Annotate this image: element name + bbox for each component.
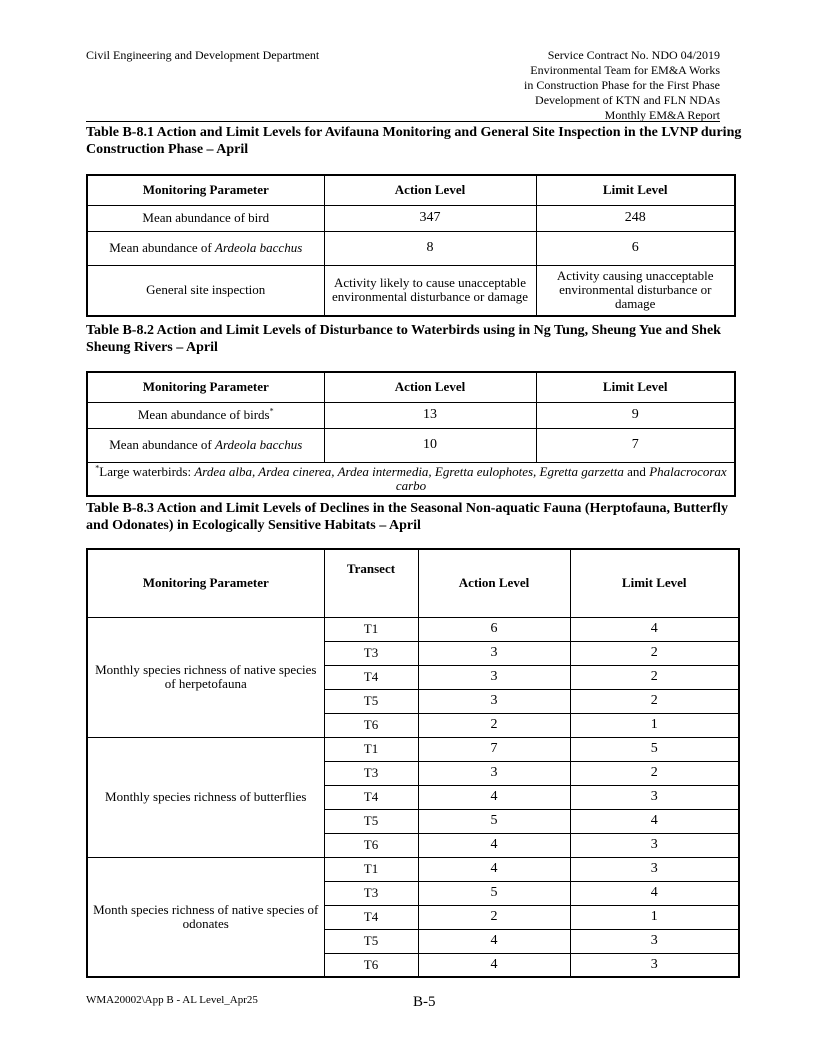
header-line: in Construction Phase for the First Phase	[524, 78, 720, 92]
limit-level-cell: 9	[536, 402, 735, 428]
footnote-marker: *	[95, 463, 100, 473]
parameter-cell: Monthly species richness of butterflies	[87, 737, 324, 857]
parameter-text: Mean abundance of birds	[137, 407, 270, 422]
parameter-cell	[87, 402, 324, 428]
transect-cell: T4	[324, 905, 418, 929]
limit-level-cell: Activity causing unacceptable environmental disturbance or damage	[536, 265, 735, 316]
table-header-row	[87, 549, 739, 617]
limit-level-cell: 4	[570, 809, 739, 833]
limit-level-cell: 2	[570, 665, 739, 689]
table-row	[87, 428, 735, 462]
table-note-row	[87, 462, 735, 496]
limit-level-cell: 2	[570, 689, 739, 713]
limit-level-cell: 3	[570, 929, 739, 953]
limit-level-cell: 3	[570, 785, 739, 809]
action-level-cell: 3	[418, 665, 570, 689]
limit-level-cell: 2	[570, 761, 739, 785]
limit-level-cell: 248	[536, 205, 735, 231]
action-level-cell: 4	[418, 785, 570, 809]
column-header: Monitoring Parameter	[87, 175, 324, 205]
species-list: Ardea alba, Ardea cinerea, Ardea intermedia, Egretta eulophotes, Egretta garzetta	[194, 463, 624, 479]
action-level-cell: 4	[418, 833, 570, 857]
table1-caption: Table B-8.1 Action and Limit Levels for Avifauna Monitoring and General Site Inspection in the LVNP during Construction Phase – April	[86, 125, 742, 157]
transect-cell: T6	[324, 953, 418, 977]
species-name: Ardeola bacchus	[215, 437, 303, 452]
parameter-cell: Mean abundance of bird	[87, 205, 324, 231]
parameter-cell: Monthly species richness of native species of herpetofauna	[87, 617, 324, 737]
table2	[86, 371, 736, 497]
transect-cell: T5	[324, 689, 418, 713]
table-row	[87, 617, 739, 641]
limit-level-cell: 4	[570, 881, 739, 905]
transect-cell: T1	[324, 617, 418, 641]
footer-file-reference: WMA20002\App B - AL Level_Apr25	[86, 994, 258, 1006]
action-level-cell: 4	[418, 929, 570, 953]
header-line: Development of KTN and FLN NDAs	[535, 93, 720, 107]
action-level-cell: 8	[324, 231, 536, 265]
limit-level-cell: 3	[570, 857, 739, 881]
column-header: Monitoring Parameter	[87, 372, 324, 402]
action-level-cell: 4	[418, 953, 570, 977]
action-level-cell: 3	[418, 641, 570, 665]
transect-cell: T5	[324, 809, 418, 833]
transect-cell: T3	[324, 881, 418, 905]
parameter-text: Mean abundance of	[109, 437, 215, 452]
transect-cell: T6	[324, 833, 418, 857]
action-level-cell: 2	[418, 905, 570, 929]
table-row	[87, 402, 735, 428]
action-level-cell: 4	[418, 857, 570, 881]
table-row	[87, 857, 739, 881]
action-level-cell: 5	[418, 809, 570, 833]
header-department: Civil Engineering and Development Department	[86, 48, 320, 62]
species-name: Phalacrocorax carbo	[395, 463, 727, 493]
parameter-cell: General site inspection	[87, 265, 324, 316]
table1	[86, 174, 736, 317]
transect-cell: T4	[324, 665, 418, 689]
column-header: Limit Level	[536, 372, 735, 402]
action-level-cell: 7	[418, 737, 570, 761]
transect-cell: T3	[324, 641, 418, 665]
table-row	[87, 231, 735, 265]
action-level-cell: 2	[418, 713, 570, 737]
transect-cell: T6	[324, 713, 418, 737]
table-row	[87, 205, 735, 231]
table3	[86, 548, 740, 978]
header-line: Monthly EM&A Report	[604, 108, 720, 122]
limit-level-cell: 2	[570, 641, 739, 665]
action-level-cell: 347	[324, 205, 536, 231]
transect-cell: T4	[324, 785, 418, 809]
table-header-row	[87, 372, 735, 402]
parameter-cell: Month species richness of native species of odonates	[87, 857, 324, 977]
limit-level-cell: 6	[536, 231, 735, 265]
page-number: B-5	[413, 994, 436, 1010]
action-level-cell: 6	[418, 617, 570, 641]
footnote-marker: *	[269, 406, 274, 416]
header-line: Environmental Team for EM&A Works	[530, 63, 720, 77]
table-header-row	[87, 175, 735, 205]
header-line: Service Contract No. NDO 04/2019	[547, 48, 720, 62]
note-text: Large waterbirds:	[99, 463, 195, 479]
action-level-cell: 3	[418, 689, 570, 713]
transect-cell: T1	[324, 737, 418, 761]
header-divider	[86, 121, 720, 122]
column-header: Action Level	[324, 175, 536, 205]
parameter-cell	[87, 231, 324, 265]
transect-cell: T1	[324, 857, 418, 881]
header-contract-info	[524, 48, 720, 123]
limit-level-cell: 4	[570, 617, 739, 641]
table-row	[87, 265, 735, 316]
action-level-cell: 10	[324, 428, 536, 462]
limit-level-cell: 3	[570, 953, 739, 977]
note-text: and	[623, 463, 650, 479]
transect-cell: T3	[324, 761, 418, 785]
limit-level-cell: 3	[570, 833, 739, 857]
column-header: Limit Level	[536, 175, 735, 205]
column-header: Monitoring Parameter	[87, 549, 324, 617]
column-header: Action Level	[324, 372, 536, 402]
column-header: Transect	[324, 549, 418, 617]
action-level-cell: Activity likely to cause unacceptable environmental disturbance or damage	[324, 265, 536, 316]
column-header: Action Level	[418, 549, 570, 617]
transect-cell: T5	[324, 929, 418, 953]
parameter-text: Mean abundance of	[109, 240, 215, 255]
parameter-cell	[87, 428, 324, 462]
action-level-cell: 5	[418, 881, 570, 905]
limit-level-cell: 1	[570, 713, 739, 737]
limit-level-cell: 1	[570, 905, 739, 929]
column-header: Limit Level	[570, 549, 739, 617]
action-level-cell: 13	[324, 402, 536, 428]
table2-caption: Table B-8.2 Action and Limit Levels of Disturbance to Waterbirds using in Ng Tung, Sheung Yue and Shek Sheung Rivers – April	[86, 323, 721, 355]
action-level-cell: 3	[418, 761, 570, 785]
table-note	[87, 462, 735, 496]
species-name: Ardeola bacchus	[215, 240, 303, 255]
limit-level-cell: 5	[570, 737, 739, 761]
table-row	[87, 737, 739, 761]
limit-level-cell: 7	[536, 428, 735, 462]
table3-caption: Table B-8.3 Action and Limit Levels of Declines in the Seasonal Non-aquatic Fauna (Herptofauna, Butterfly and Odonates) in Ecologically Sensitive Habitats – April	[86, 501, 728, 533]
